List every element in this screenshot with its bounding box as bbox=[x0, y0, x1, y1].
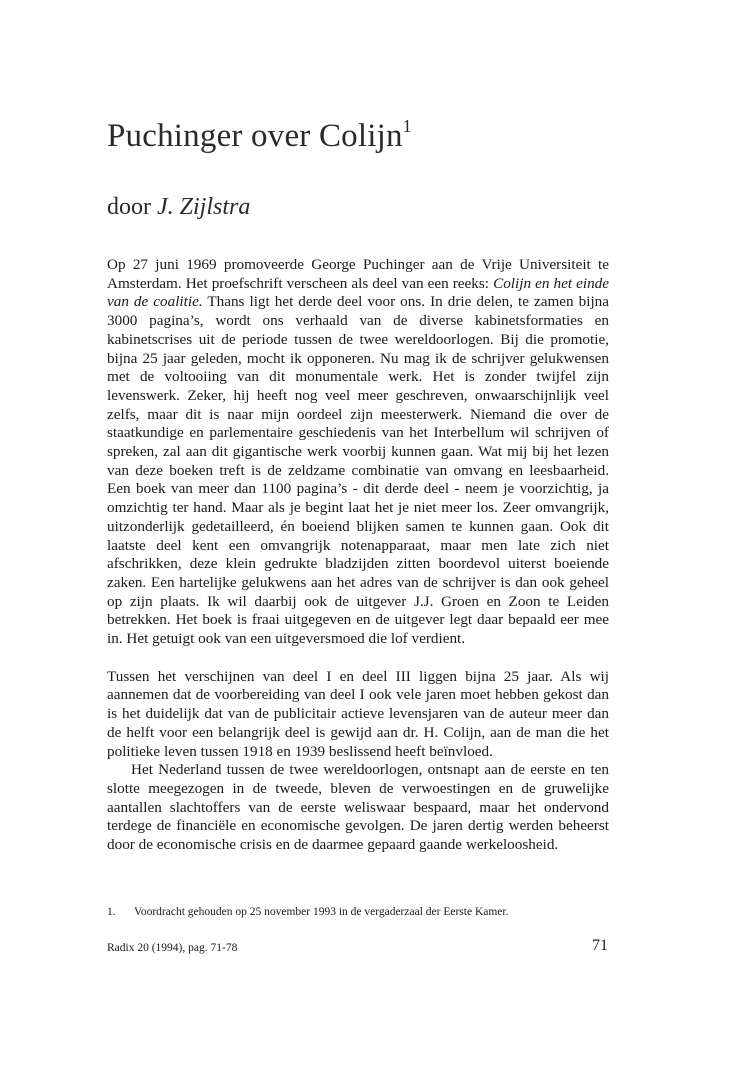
byline bbox=[107, 192, 250, 222]
article-title-text: Puchinger over Colijn bbox=[107, 118, 403, 154]
footnote-number: 1. bbox=[107, 906, 116, 918]
paragraph-1 bbox=[107, 256, 609, 649]
footnote-text: Voordracht gehouden op 25 november 1993 in de vergaderzaal der Eerste Kamer. bbox=[134, 906, 509, 918]
author-name: J. Zijlstra bbox=[157, 194, 251, 220]
paragraph-1-intro: Op 27 juni 1969 promoveerde George Puchinger aan de Vrije Universiteit te Amsterdam. Het proefschrift verscheen als deel van een reeks: bbox=[107, 256, 609, 292]
byline-prefix: door bbox=[107, 194, 151, 220]
paragraph-3: Het Nederland tussen de twee wereldoorlogen, ontsnapt aan de eerste en ten slotte meegezogen in de tweede, bleven de verwoestingen en de gruwelijke aantallen slachtoffers van de eerste weliswaar bespaard, maar het ondervond terdege de financiële en economische gevolgen. De jaren dertig werden beheerst door de economische crisis en de daarmee gepaard gaande werkeloosheid. bbox=[107, 761, 609, 854]
title-footnote-ref[interactable]: 1 bbox=[402, 116, 412, 136]
article-title bbox=[107, 116, 412, 156]
paragraph-2: Tussen het verschijnen van deel I en deel III liggen bijna 25 jaar. Als wij aannemen dat de voorbereiding van deel I ook vele jaren moet hebben gekost dan is het duidelijk dat van de publicitair actieve levensjaren van de auteur meer dan de helft voor een belangrijk deel is gewijd aan dr. H. Colijn, aan de man die het politieke leven tussen 1918 en 1939 beslissend heeft beïnvloed. bbox=[107, 667, 609, 760]
paragraph-1-rest: Thans ligt het derde deel voor ons. In drie delen, te zamen bijna 3000 pagina’s, wordt ons verhaald van de diverse kabinetsformaties en kabinetscrises uit de periode tussen de twee wereldoorlogen. Bij die promotie, bijna 25 jaar geleden, mocht ik opponeren. Nu mag ik de schrijver gelukwensen met de voltooiing van dit monumentale werk. Het is zonder twijfel zijn levenswerk. Zeker, hij heeft nog veel meer geschreven, onwaarschijnlijk veel zelfs, maar dit is naar mijn oordeel zijn meesterwerk. Niemand die over de staatkundige en parlementaire geschiedenis van het Interbellum wil schrijven of spreken, zal aan dit gigantische werk voorbij kunnen gaan. Wat mij bij het lezen van deze boeken treft is de zeldzame combinatie van omvang en leesbaarheid. Een boek van meer dan 1100 pagina’s - dit derde deel - neem je voorzichtig, ja omzichtig ter hand. Maar als je begint laat het je niet meer los. Zeer omvangrijk, uitzonderlijk gedetailleerd, én boeiend blijken samen te kunnen gaan. Ook dit laatste deel kent een omvangrijk notenapparaat, maar men late zich niet afschrikken, deze klein gedrukte bladzijden zitten boordevol uiterst boeiende zaken. Een hartelijke gelukwens aan het adres van de schrijver is dan ook geheel op zijn plaats. Ik wil daarbij ook de uitgever J.J. Groen en Zoon te Leiden betrekken. Het boek is fraai uitgegeven en de uitgever legt daar bepaald eer mee in. Het getuigt ook van een uitgeversmoed die lof verdient. bbox=[107, 293, 610, 648]
journal-citation: Radix 20 (1994), pag. 71-78 bbox=[107, 942, 238, 954]
article-body bbox=[107, 256, 609, 855]
series-title: Colijn en het einde van de coalitie. bbox=[107, 274, 609, 311]
footnote bbox=[107, 905, 609, 919]
page-number: 71 bbox=[592, 937, 608, 954]
